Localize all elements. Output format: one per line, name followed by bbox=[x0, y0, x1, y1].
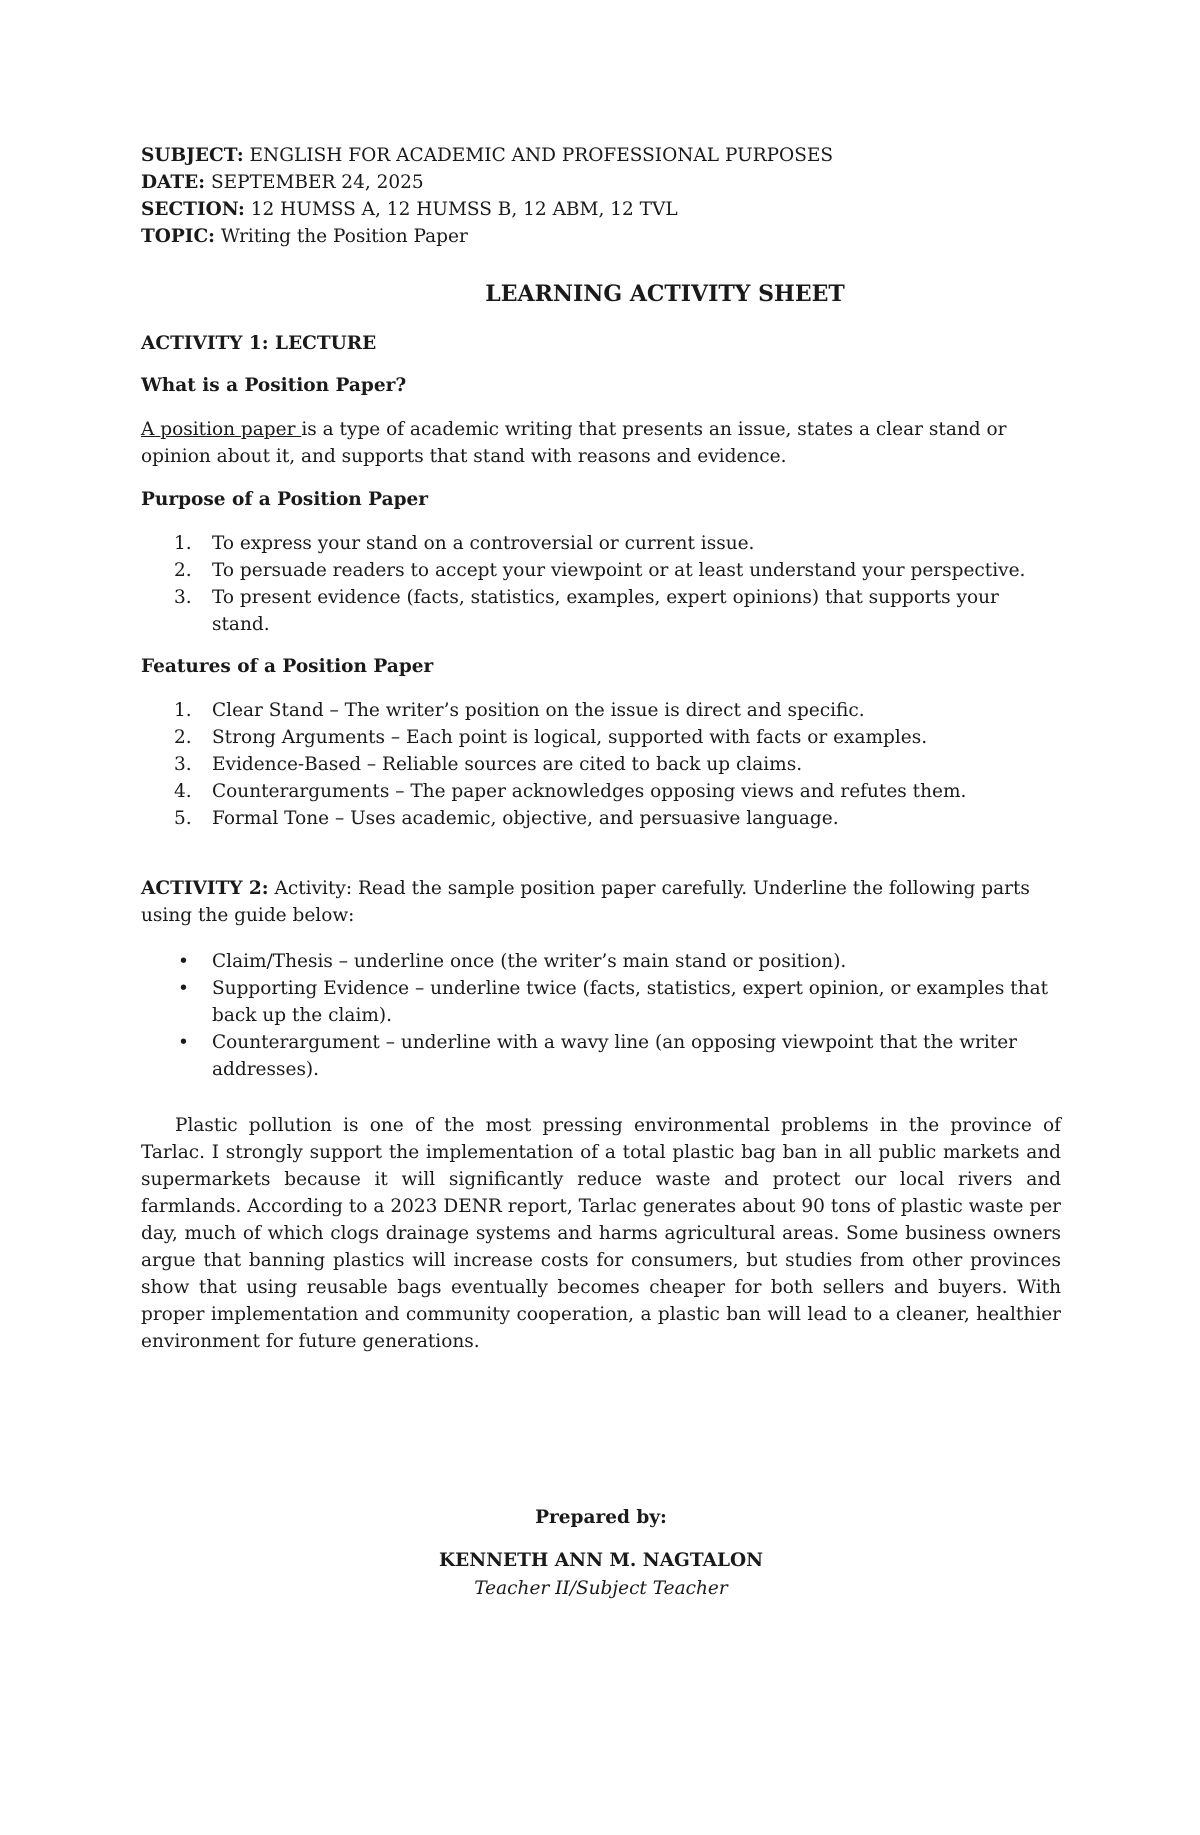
list-item bbox=[141, 1029, 1061, 1083]
subject-value: ENGLISH FOR ACADEMIC AND PROFESSIONAL PURPOSES bbox=[243, 145, 834, 166]
topic-line bbox=[141, 223, 1061, 250]
list-item bbox=[141, 584, 1061, 638]
list-item bbox=[141, 697, 1061, 724]
sample-paragraph-text: Plastic pollution is one of the most pressing environmental problems in the province of Tarlac. I strongly support the implementation of a total plastic bag ban in all public markets and supermarkets because it will significantly reduce waste and protect our local rivers and farmlands. According to a 2023 DENR report, Tarlac generates about 90 tons of plastic waste per day, much of which clogs drainage systems and harms agricultural areas. Some business owners argue that banning plastics will increase costs for consumers, but studies from other provinces show that using reusable bags eventually becomes cheaper for both sellers and buyers. With proper implementation and community cooperation, a plastic ban will lead to a cleaner, healthier environment for future generations. bbox=[141, 1115, 1061, 1352]
list-number: 5. bbox=[174, 808, 192, 829]
what-heading bbox=[141, 372, 1061, 399]
list-text: Counterarguments – The paper acknowledges opposing views and refutes them. bbox=[212, 781, 967, 802]
guide-list bbox=[141, 948, 1061, 1083]
list-text: Strong Arguments – Each point is logical, supported with facts or examples. bbox=[212, 727, 928, 748]
bullet-icon: • bbox=[178, 1032, 189, 1053]
features-heading bbox=[141, 653, 1061, 680]
list-item bbox=[141, 778, 1061, 805]
page-title: LEARNING ACTIVITY SHEET bbox=[485, 281, 845, 307]
subject-line bbox=[141, 142, 1061, 169]
definition-rest: is a type of academic writing that presents an issue, states a clear stand or opinion about it, and supports that stand with reasons and evidence. bbox=[141, 419, 1007, 467]
list-text: Clear Stand – The writer’s position on the issue is direct and specific. bbox=[212, 700, 865, 721]
topic-label: TOPIC: bbox=[141, 226, 215, 247]
list-number: 3. bbox=[174, 587, 192, 608]
features-list bbox=[141, 697, 1061, 832]
signatory-name-text: KENNETH ANN M. NAGTALON bbox=[439, 1550, 763, 1571]
prepared-by bbox=[141, 1504, 1061, 1531]
section-label: SECTION: bbox=[141, 199, 245, 220]
purpose-heading bbox=[141, 486, 1061, 513]
what-heading-text: What is a Position Paper? bbox=[141, 375, 407, 396]
list-text: Formal Tone – Uses academic, objective, and persuasive language. bbox=[212, 808, 839, 829]
list-text: Claim/Thesis – underline once (the writer’s main stand or position). bbox=[212, 951, 847, 972]
sample-paragraph bbox=[141, 1112, 1061, 1355]
list-number: 2. bbox=[174, 560, 192, 581]
signatory-role: Teacher II/Subject Teacher bbox=[474, 1578, 728, 1599]
date-line bbox=[141, 169, 1061, 196]
prepared-by-text: Prepared by: bbox=[535, 1507, 667, 1528]
list-item bbox=[141, 805, 1061, 832]
features-heading-text: Features of a Position Paper bbox=[141, 656, 434, 677]
list-item bbox=[141, 975, 1061, 1029]
list-item bbox=[141, 751, 1061, 778]
list-text: Counterargument – underline with a wavy line (an opposing viewpoint that the writer addresses). bbox=[212, 1032, 1018, 1080]
list-text: Evidence-Based – Reliable sources are cited to back up claims. bbox=[212, 754, 803, 775]
list-text: Supporting Evidence – underline twice (facts, statistics, expert opinion, or examples that back up the claim). bbox=[212, 978, 1049, 1026]
list-item bbox=[141, 530, 1061, 557]
list-text: To persuade readers to accept your viewpoint or at least understand your perspective. bbox=[212, 560, 1026, 581]
list-item bbox=[141, 557, 1061, 584]
list-text: To express your stand on a controversial or current issue. bbox=[212, 533, 755, 554]
list-text: To present evidence (facts, statistics, examples, expert opinions) that supports your stand. bbox=[212, 587, 999, 635]
list-number: 3. bbox=[174, 754, 192, 775]
section-line bbox=[141, 196, 1061, 223]
date-value: SEPTEMBER 24, 2025 bbox=[205, 172, 424, 193]
list-number: 1. bbox=[174, 533, 192, 554]
topic-value: Writing the Position Paper bbox=[215, 226, 468, 247]
header-meta bbox=[141, 142, 1061, 250]
section-value: 12 HUMSS A, 12 HUMSS B, 12 ABM, 12 TVL bbox=[244, 199, 678, 220]
subject-label: SUBJECT: bbox=[141, 145, 244, 166]
list-item bbox=[141, 724, 1061, 751]
definition-term: A position paper bbox=[141, 419, 302, 440]
definition-paragraph bbox=[141, 416, 1061, 470]
list-item bbox=[141, 948, 1061, 975]
activity2-instructions bbox=[141, 875, 1061, 929]
activity2-label: ACTIVITY 2: bbox=[141, 878, 269, 899]
activity2-instructions-text: Activity: Read the sample position paper carefully. Underline the following parts using the guide below: bbox=[141, 878, 1030, 926]
bullet-icon: • bbox=[178, 951, 189, 972]
date-label: DATE: bbox=[141, 172, 206, 193]
bullet-icon: • bbox=[178, 978, 189, 999]
activity1-heading-text: ACTIVITY 1: LECTURE bbox=[141, 333, 377, 354]
list-number: 1. bbox=[174, 700, 192, 721]
list-number: 2. bbox=[174, 727, 192, 748]
activity1-heading bbox=[141, 330, 1061, 357]
list-number: 4. bbox=[174, 781, 192, 802]
signatory-name bbox=[141, 1547, 1061, 1574]
purpose-list bbox=[141, 530, 1061, 638]
purpose-heading-text: Purpose of a Position Paper bbox=[141, 489, 429, 510]
